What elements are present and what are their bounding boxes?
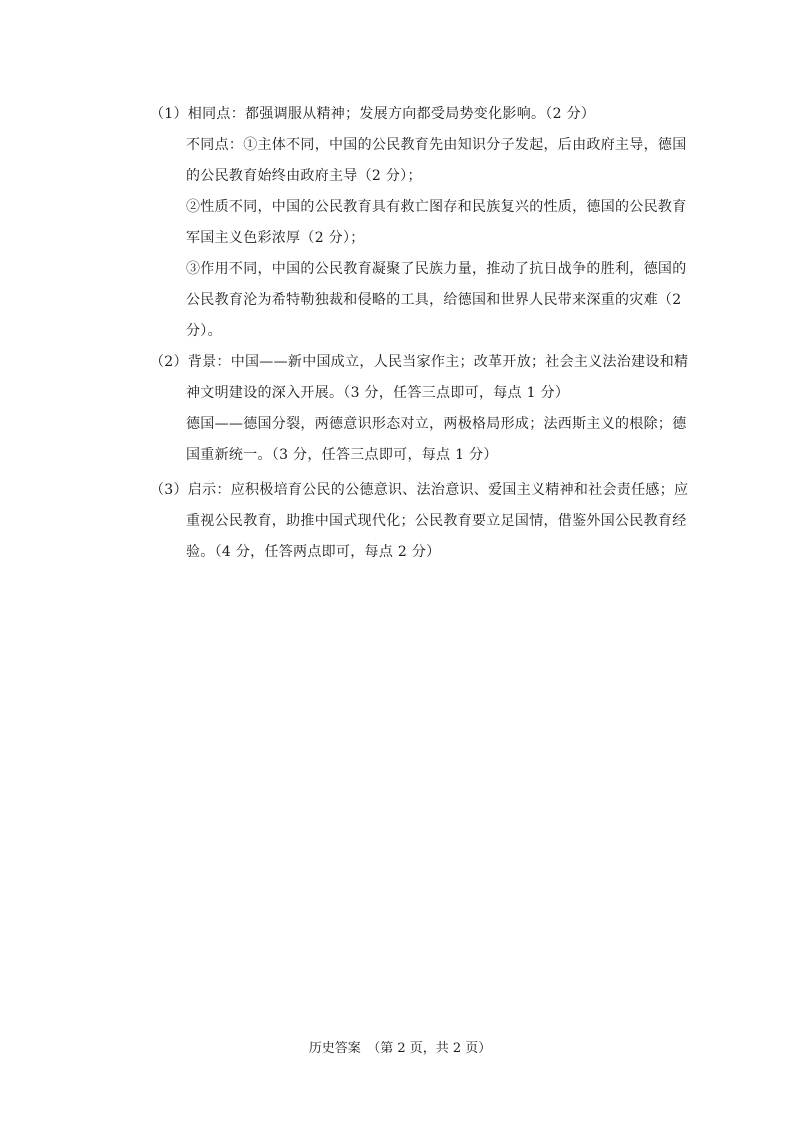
page-footer: 历史答案 （第 2 页，共 2 页） [308, 1041, 492, 1056]
q3-line-2: 重视公民教育，助推中国式现代化；公民教育要立足国情，借鉴外国公民教育经 [186, 513, 687, 529]
q1-line-3: 的公民教育始终由政府主导（2 分）； [186, 168, 422, 184]
q2-line-3: 德国——德国分裂，两德意识形态对立，两极格局形成；法西斯主义的根除；德 [186, 416, 687, 432]
q1-line-1: （1）相同点：都强调服从精神；发展方向都受局势变化影响。（2 分） [150, 106, 596, 122]
q2-line-4: 国重新统一。（3 分，任答三点即可，每点 1 分） [186, 447, 498, 463]
q2-line-1: （2）背景：中国——新中国成立，人民当家作主；改革开放；社会主义法治建设和精 [150, 354, 689, 370]
q3-line-1: （3）启示：应积极培育公民的公德意识、法治意识、爱国主义精神和社会责任感；应 [150, 482, 689, 498]
q1-line-4: ②性质不同，中国的公民教育具有救亡图存和民族复兴的性质，德国的公民教育 [186, 199, 687, 215]
q1-line-8: 分）。 [186, 323, 222, 339]
q1-line-2: 不同点：①主体不同，中国的公民教育先由知识分子发起，后由政府主导，德国 [186, 137, 687, 153]
q1-line-5: 军国主义色彩浓厚（2 分）； [186, 230, 365, 246]
q1-line-6: ③作用不同，中国的公民教育凝聚了民族力量，推动了抗日战争的胜利，德国的 [186, 261, 687, 277]
q1-line-7: 公民教育沦为希特勒独裁和侵略的工具，给德国和世界人民带来深重的灾难（2 [186, 292, 682, 308]
q2-line-2: 神文明建设的深入开展。（3 分，任答三点即可，每点 1 分） [186, 385, 570, 401]
q3-line-3: 验。（4 分，任答两点即可，每点 2 分） [186, 544, 441, 560]
